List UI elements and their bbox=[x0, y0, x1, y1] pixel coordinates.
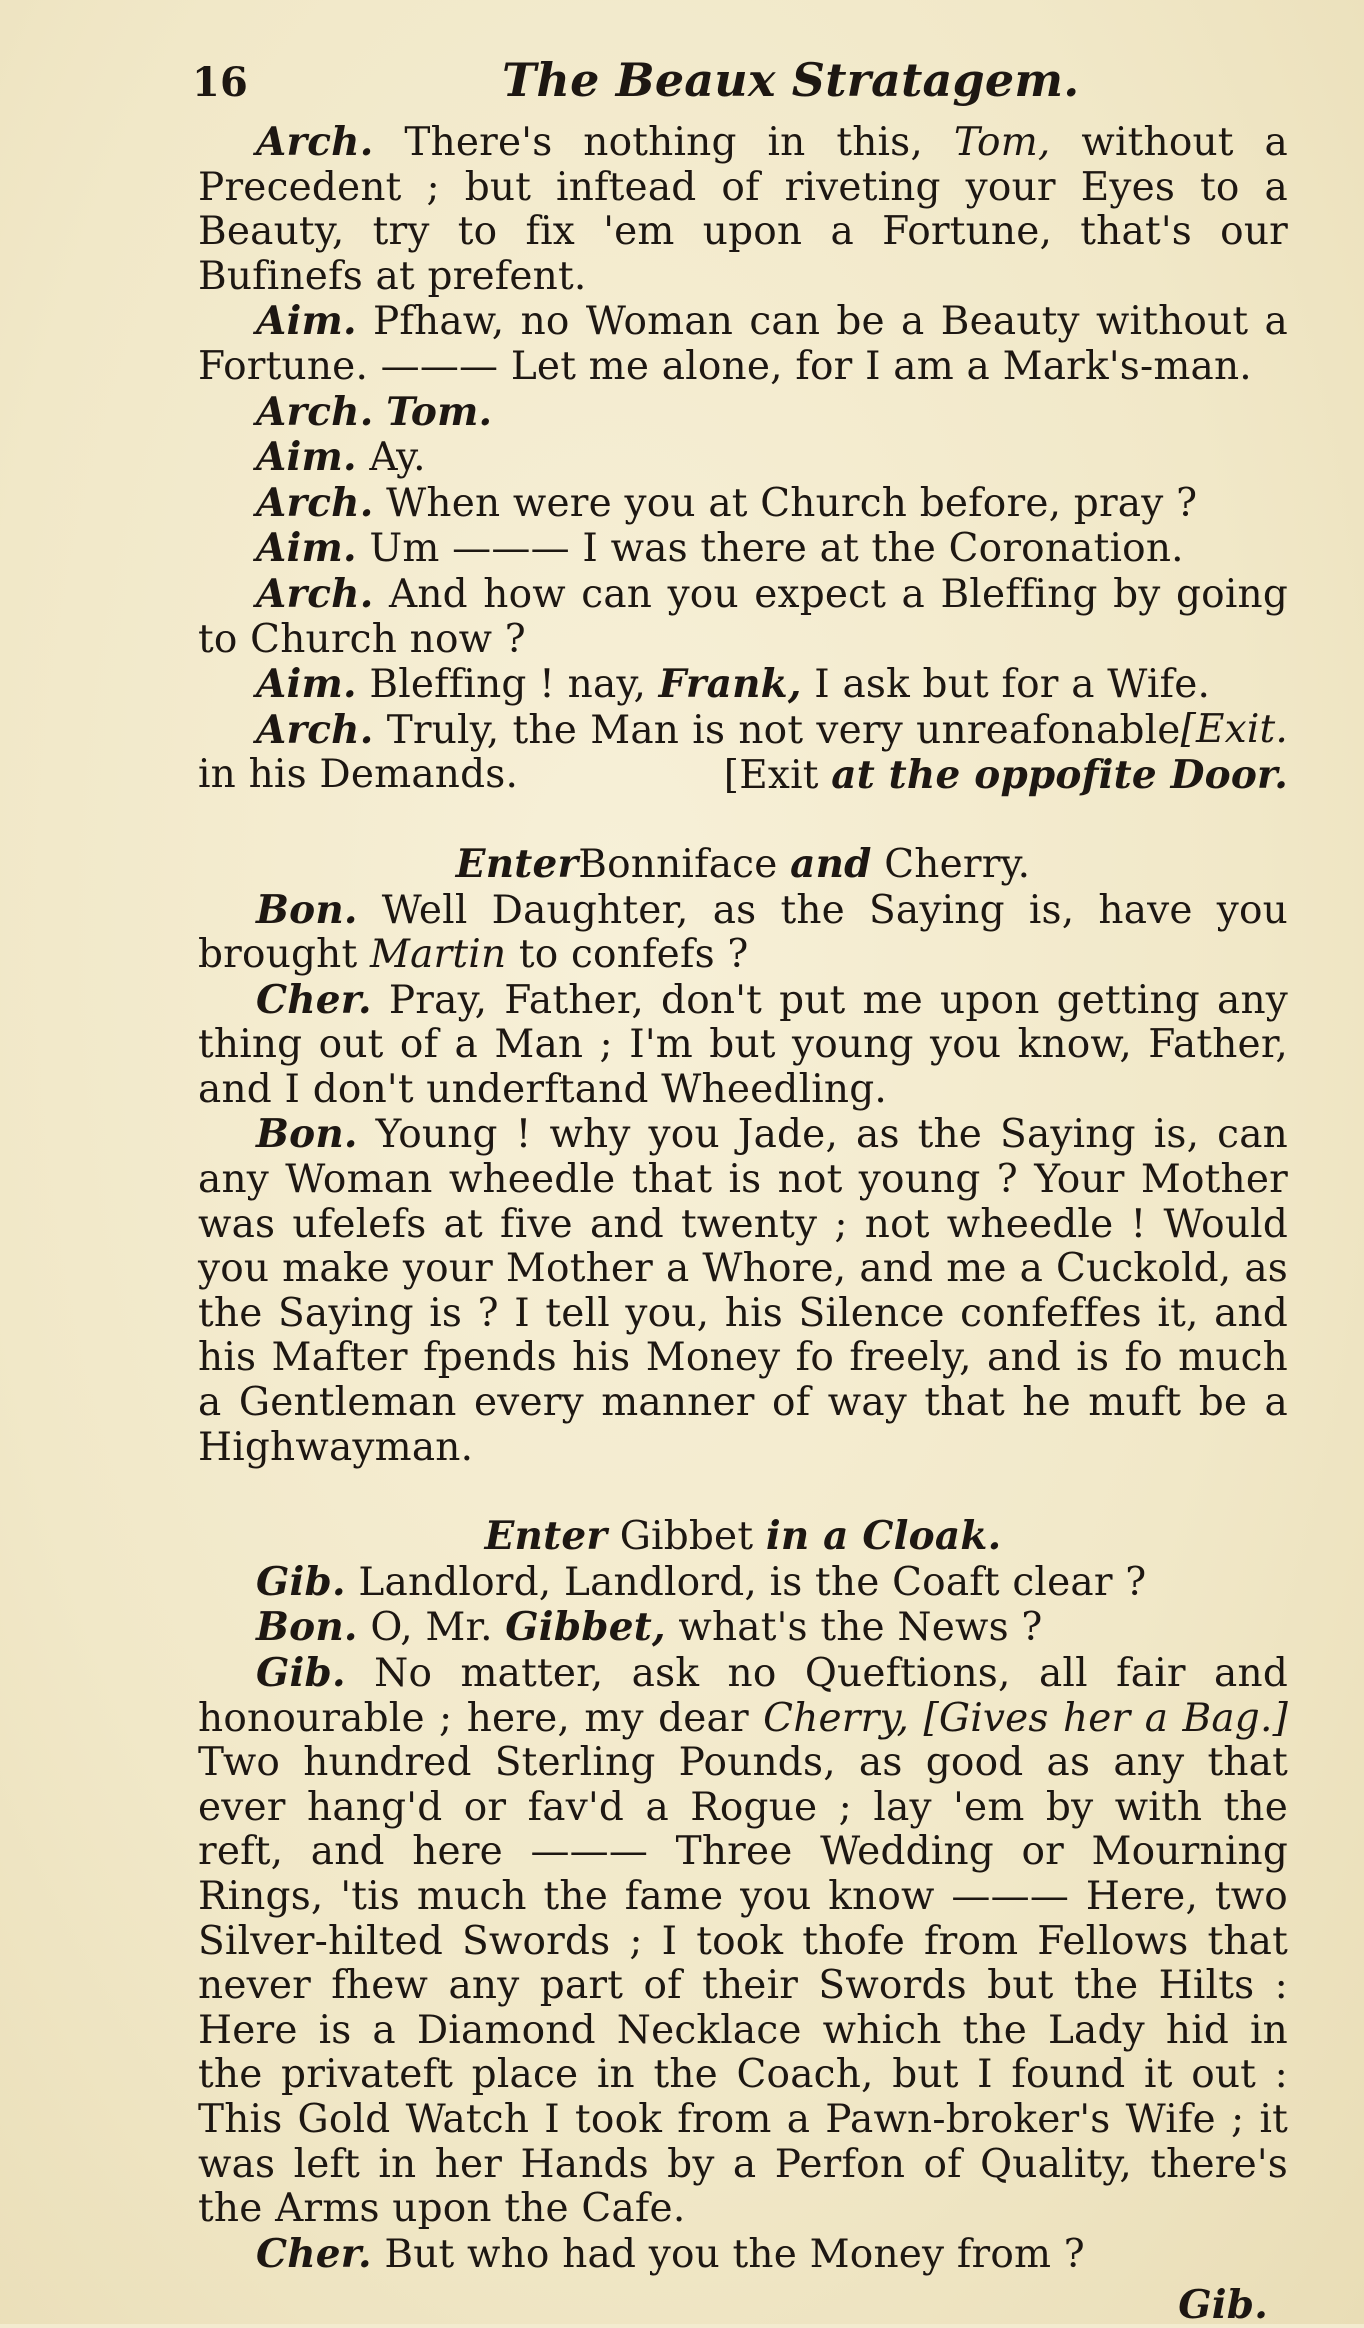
enter-word: Enter bbox=[455, 840, 579, 887]
speaker: Gib. bbox=[256, 1650, 346, 1696]
speech bbox=[198, 120, 1288, 299]
speech-text: No matter, ask no Queftions, all fair and honourable ; here, my dear bbox=[198, 1651, 1288, 1741]
speech bbox=[198, 708, 1288, 798]
running-title: The Beaux Stratagem. bbox=[502, 53, 1080, 107]
speech bbox=[198, 1560, 1288, 1606]
speech bbox=[198, 978, 1288, 1113]
text-column bbox=[192, 53, 1288, 2328]
speech-text: Landlord, Landlord, is the Coaft clear ? bbox=[358, 1559, 1147, 1605]
speaker: Aim. bbox=[256, 298, 357, 345]
speech-text: what's the News ? bbox=[665, 1605, 1043, 1651]
speaker: Cher. bbox=[256, 976, 372, 1023]
speech-text: And how can you expect a Bleffing by going to Church now ? bbox=[198, 571, 1288, 662]
speech-text: Well Daughter, as the Saying is, have you brought bbox=[198, 887, 1288, 978]
speaker: Arch. bbox=[256, 570, 374, 617]
speech-text: Ay. bbox=[369, 435, 426, 481]
speaker: Arch. bbox=[256, 706, 374, 753]
speech-text: Truly, the Man is not very unreafonable in his Demands. bbox=[198, 707, 1181, 798]
speaker: Aim. bbox=[256, 434, 357, 481]
speech-text: Two hundred Sterling Pounds, as good as any that ever hang'd or fav'd a Rogue ; lay 'em by with the reft, and here ——— Three Wedding or Mourning Rings, 'tis much the fame you know ——— Here, two Silver-hilted Swords ; I took thofe from Fellows that never fhew any part of their Swords but the Hilts : Here is a Diamond Necklace which the Lady hid in the privateft place in the Coach, but I found it out : This Gold Watch I took from a Pawn-broker's Wife ; it was left in her Hands by a Perfon of Quality, there's the Arms upon the Cafe. bbox=[198, 1740, 1288, 2232]
speech-italic: Cherry, bbox=[763, 1695, 910, 1741]
character-name: Gibbet bbox=[619, 1514, 754, 1560]
page-number: 16 bbox=[192, 59, 249, 106]
speech-text: Young ! why you Jade, as the Saying is, can any Woman wheedle that is not young ? Your Mother was ufelefs at five and twenty ; not wheedle ! Would you make your Mother a Whore, and me a Cuckold, as the Saying is ? I tell you, his Silence confeffes it, and his Mafter fpends his Money fo freely, and is fo much a Gentleman every manner of way that he muft be a Highwayman. bbox=[198, 1112, 1288, 1470]
speech bbox=[198, 2232, 1288, 2278]
speech bbox=[198, 1605, 1288, 1651]
speech-italic: Frank, bbox=[658, 661, 802, 708]
speaker: Bon. bbox=[256, 1604, 358, 1651]
speech bbox=[198, 1651, 1288, 2232]
speech bbox=[198, 572, 1288, 662]
speech-text: Pfhaw, no Woman can be a Beauty without a Fortune. ——— Let me alone, for I am a Mark's-man. bbox=[198, 299, 1288, 389]
speaker: Aim. bbox=[256, 525, 357, 572]
speaker: Arch. bbox=[256, 479, 374, 526]
stage-direction bbox=[724, 753, 1288, 799]
speech bbox=[198, 390, 1288, 436]
speech-text: Bleffing ! nay, bbox=[369, 662, 659, 708]
speech-italic: Tom, bbox=[953, 120, 1051, 165]
speech-text: Um ——— I was there at the Coronation. bbox=[369, 526, 1184, 572]
speech-text: There's nothing in this, bbox=[404, 120, 954, 165]
enter-word: Enter bbox=[484, 1513, 608, 1560]
speech-text: I ask but for a Wife. bbox=[801, 662, 1211, 708]
and-word: and bbox=[790, 840, 872, 887]
speaker: Arch. bbox=[256, 119, 374, 165]
speaker: Aim. bbox=[256, 661, 357, 708]
speech-text: When were you at Church before, pray ? bbox=[386, 480, 1198, 526]
speech bbox=[198, 299, 1288, 389]
stage-direction: [Exit. bbox=[1180, 706, 1288, 752]
speech-text: to confefs ? bbox=[506, 932, 749, 978]
speech-text bbox=[909, 1696, 923, 1741]
stage-direction: [Gives her a Bag.] bbox=[923, 1695, 1288, 1741]
speech bbox=[198, 481, 1288, 527]
speech-italic: Tom. bbox=[386, 388, 493, 435]
speech bbox=[198, 526, 1288, 572]
speech-text: Pray, Father, don't put me upon getting any thing out of a Man ; I'm but young you know, Father, and I don't underftand Wheedling. bbox=[198, 977, 1288, 1112]
stage-direction-italic: at the oppofite Door. bbox=[831, 752, 1288, 799]
entrance-direction bbox=[198, 842, 1288, 888]
speaker: Cher. bbox=[256, 2230, 372, 2277]
speaker: Arch. bbox=[256, 388, 374, 435]
speech-text: O, Mr. bbox=[370, 1605, 506, 1651]
speech-italic: Martin bbox=[369, 932, 507, 978]
stage-direction-italic: in a Cloak. bbox=[765, 1513, 1002, 1560]
speech bbox=[198, 1112, 1288, 1470]
speech-italic: Gibbet, bbox=[505, 1604, 666, 1651]
speech-text: without a Precedent ; but inftead of riveting your Eyes to a Beauty, try to fix 'em upon a Fortune, that's our Bufinefs at prefent. bbox=[198, 120, 1288, 299]
character-name: Bonniface bbox=[578, 841, 778, 887]
catchword: Gib. bbox=[1178, 2282, 1268, 2328]
running-header bbox=[192, 53, 1288, 116]
character-name: Cherry. bbox=[884, 841, 1031, 887]
speech bbox=[198, 435, 1288, 481]
speaker: Gib. bbox=[256, 1558, 346, 1605]
speaker: Bon. bbox=[256, 1111, 358, 1158]
stage-direction-text: [Exit bbox=[723, 753, 832, 799]
entrance-direction bbox=[198, 1514, 1288, 1560]
speaker: Bon. bbox=[256, 886, 358, 933]
speech-text: But who had you the Money from ? bbox=[384, 2231, 1085, 2277]
speech bbox=[198, 888, 1288, 978]
